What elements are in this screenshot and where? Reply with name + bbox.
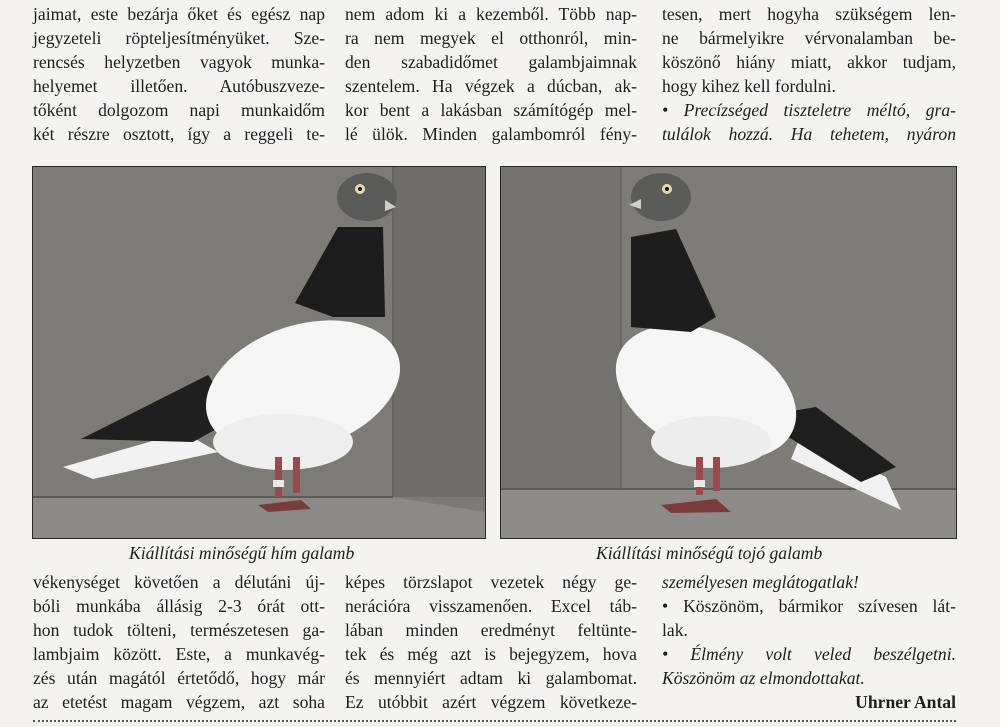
text-line: lambjaim között. Este, a munkavég- — [33, 644, 325, 665]
interview-question-line: tulálok hozzá. Ha tehetem, nyáron — [662, 124, 956, 145]
text-line: nem adom ki a kezemből. Több nap- — [345, 4, 637, 24]
text-line: Ez utóbbit azért végzem következe- — [345, 692, 637, 713]
text-line: kor bent a lakásban számítógép mel- — [345, 100, 637, 121]
text-line: ra nem megyek el otthonról, min- — [345, 28, 637, 49]
interview-question-line: • Precízséged tiszteletre méltó, gra- — [662, 100, 956, 121]
text-line: nerációra visszamenően. Excel táb- — [345, 596, 637, 617]
text-line: lában minden eredményt feltünte- — [345, 620, 637, 641]
text-column-top-1 — [33, 2, 325, 147]
pigeon-illustration — [501, 167, 956, 538]
text-line: ne bármelyikre vérvonalamban be- — [662, 28, 956, 49]
text-line: az etetést magam végzem, azt soha — [33, 692, 325, 713]
text-line: jaimat, este bezárja őket és egész nap — [33, 4, 325, 24]
text-line: den szabadidőmet galambjaimnak — [345, 52, 637, 73]
text-line: szentelem. Ha végzek a dúcban, ak- — [345, 76, 637, 97]
photo-caption-right: Kiállítási minőségű tojó galamb — [596, 543, 823, 563]
text-line: helyemet illetően. Autóbuszveze- — [33, 76, 325, 97]
text-line: zés után magától értetődő, hogy már — [33, 668, 325, 689]
text-line: tőként dolgozom napi munkaidőm — [33, 100, 325, 121]
text-line: tesen, mert hogyha szükségem len- — [662, 4, 956, 24]
interview-question-line: személyesen meglátogatlak! — [662, 572, 859, 592]
interview-question-line: Köszönöm az elmondottakat. — [662, 668, 865, 689]
text-line: köszönő hiány miatt, akkor tudjam, — [662, 52, 956, 73]
interview-question-line: • Élmény volt veled beszélgetni. — [662, 644, 956, 665]
text-line: vékenységet követően a délutáni új- — [33, 572, 325, 592]
author-signature: Uhrner Antal — [855, 692, 956, 713]
page-divider — [33, 720, 956, 722]
text-line: lak. — [662, 620, 688, 641]
text-column-bottom-3 — [662, 570, 956, 715]
text-line: • Köszönöm, bármikor szívesen lát- — [662, 596, 956, 617]
photo-female-pigeon — [500, 166, 957, 539]
text-column-top-3 — [662, 2, 956, 147]
text-line: bóli munkába állásig 2-3 órát ott- — [33, 596, 325, 617]
text-line: hogy kihez kell fordulni. — [662, 76, 836, 97]
text-line: lé ülök. Minden galambomról fény- — [345, 124, 637, 145]
text-line: képes törzslapot vezetek négy ge- — [345, 572, 637, 592]
text-line: jegyzeteli röpteljesítményüket. Sze- — [33, 28, 325, 49]
text-column-bottom-1 — [33, 570, 325, 715]
photo-male-pigeon — [32, 166, 486, 539]
text-column-bottom-2 — [345, 570, 637, 715]
text-line: rencsés helyzetben vagyok munka- — [33, 52, 325, 73]
pigeon-illustration — [33, 167, 485, 538]
text-line: hon tudok tölteni, természetesen ga- — [33, 620, 325, 641]
text-line: tek és még azt is bejegyzem, hova — [345, 644, 637, 665]
text-line: két részre osztott, így a reggeli te- — [33, 124, 325, 145]
photo-caption-left: Kiállítási minőségű hím galamb — [129, 543, 355, 563]
text-line: és mennyiért adtam ki galambomat. — [345, 668, 637, 689]
text-column-top-2 — [345, 2, 637, 147]
